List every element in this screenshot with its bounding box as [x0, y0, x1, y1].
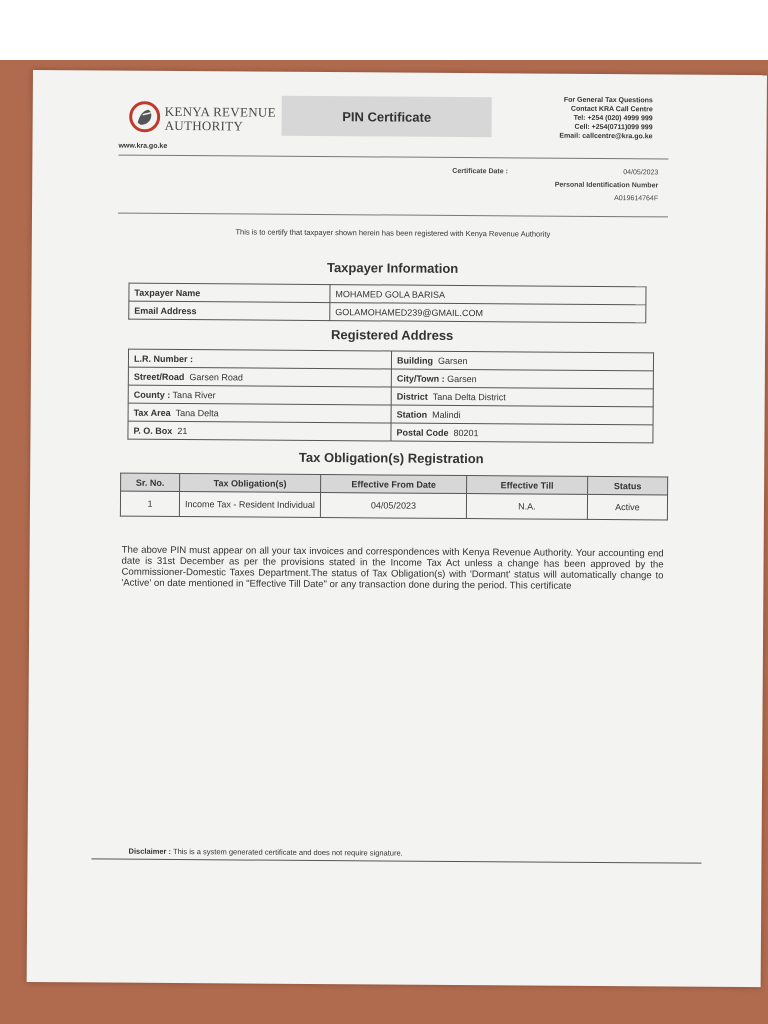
lr-number-label: L.R. Number : [133, 353, 194, 364]
table-row [129, 301, 646, 323]
certificate-meta [452, 165, 658, 205]
street-label: Street/Road [133, 371, 185, 382]
lion-emblem-icon [129, 101, 161, 133]
pin-certificate-document [27, 70, 767, 987]
column-header: Tax Obligation(s) [180, 474, 321, 493]
kra-logo [129, 101, 279, 138]
column-header: Status [588, 476, 668, 495]
address-section-title: Registered Address [330, 327, 454, 343]
status-cell: Active [587, 494, 667, 520]
address-table [127, 349, 654, 444]
station-value: Malindi [432, 409, 461, 420]
obligations-section-title: Tax Obligation(s) Registration [298, 449, 484, 467]
column-header: Effective Till [467, 476, 588, 495]
divider [118, 155, 668, 160]
contact-cell: Cell: +254(0711)099 999 [574, 123, 653, 132]
certify-statement: This is to certify that taxpayer shown herein has been registered with Kenya Revenue Authority [235, 227, 551, 239]
divider [91, 858, 701, 863]
disclaimer-label: Disclaimer : [128, 846, 172, 856]
certificate-date-label: Certificate Date : [452, 167, 508, 176]
city-label: City/Town : [396, 373, 445, 384]
effective-till-cell: N.A. [466, 494, 587, 520]
page-title: PIN Certificate [342, 108, 432, 125]
column-header: Sr. No. [121, 473, 180, 491]
effective-from-cell: 04/05/2023 [320, 493, 466, 519]
tax-area-value: Tana Delta [175, 407, 219, 418]
county-label: County : [133, 389, 171, 400]
email-label: Email Address [129, 301, 330, 320]
station-label: Station [396, 409, 428, 420]
contact-email: Email: callcentre@kra.go.ke [559, 132, 653, 141]
table-row [128, 421, 653, 443]
contact-block [503, 95, 653, 141]
district-label: District [396, 391, 428, 402]
sr-number-cell: 1 [120, 491, 179, 516]
notice-paragraph: The above PIN must appear on all your tax invoices and correspondences with Kenya Revenue Authority. Your accounting end date is 31st December as per the provisions stated in the Income Tax Act unless a change has been approved by the Commissioner-Domestic Taxes Department.The status of Tax Obligation(s) with 'Dormant' status will automatically change to 'Active' on date mentioned in "Effective Till Date" or any transaction done during the period. This certificate [121, 544, 664, 592]
obligations-table [120, 473, 668, 521]
postal-code-value: 80201 [453, 427, 479, 438]
contact-line: Contact KRA Call Centre [570, 105, 653, 114]
postal-code-label: Postal Code [396, 427, 449, 438]
certificate-date-value: 04/05/2023 [623, 169, 659, 177]
contact-line: For General Tax Questions [563, 96, 653, 105]
tax-area-label: Tax Area [133, 407, 171, 418]
column-header: Effective From Date [321, 475, 467, 494]
table-row [120, 491, 667, 520]
obligation-cell: Income Tax - Resident Individual [179, 492, 320, 518]
contact-phone: Tel: +254 (020) 4999 999 [573, 114, 653, 123]
pin-label: Personal Identification Number [554, 181, 659, 190]
building-label: Building [396, 355, 434, 366]
taxpayer-name-value: MOHAMED GOLA BARISA [330, 285, 646, 305]
disclaimer [129, 847, 403, 858]
taxpayer-name-label: Taxpayer Name [129, 283, 330, 302]
divider [118, 213, 668, 218]
po-box-label: P. O. Box [133, 425, 173, 436]
street-value: Garsen Road [189, 371, 243, 382]
disclaimer-text: This is a system generated certificate and does not require signature. [173, 846, 403, 858]
building-value: Garsen [437, 355, 468, 366]
website-text: www.kra.go.ke [118, 142, 168, 150]
title-banner [282, 96, 492, 137]
taxpayer-section-title: Taxpayer Information [326, 260, 459, 276]
email-value: GOLAMOHAMED239@GMAIL.COM [330, 303, 646, 323]
city-value: Garsen [447, 373, 477, 384]
district-value: Tana Delta District [432, 391, 506, 402]
county-value: Tana River [172, 389, 216, 400]
taxpayer-table [128, 283, 646, 324]
authority-name-line1: KENYA REVENUE [164, 103, 276, 120]
authority-name-line2: AUTHORITY [164, 117, 244, 134]
pin-value: A019614764F [614, 195, 659, 203]
po-box-value: 21 [177, 425, 188, 436]
